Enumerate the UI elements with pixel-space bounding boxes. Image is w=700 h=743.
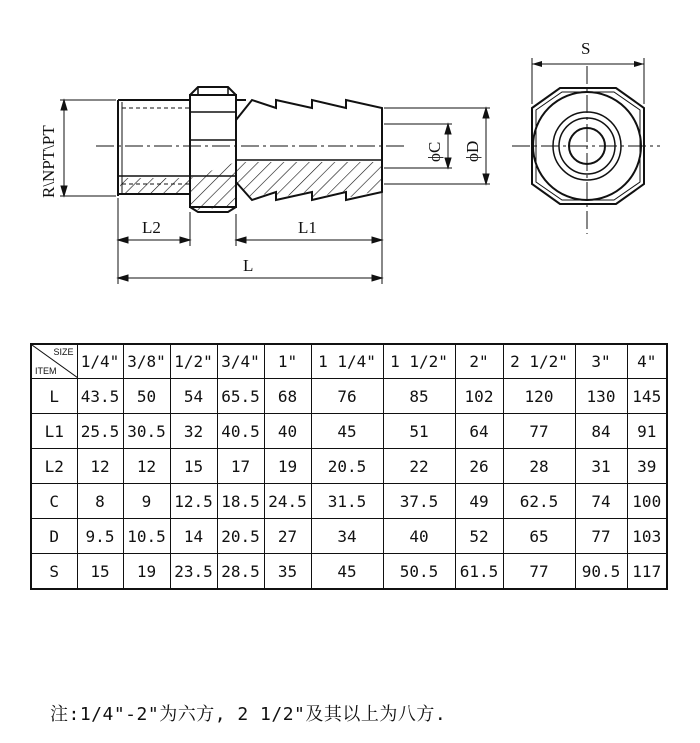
table-cell: 8 (77, 484, 123, 519)
table-cell: 50.5 (383, 554, 455, 590)
spec-table (30, 343, 668, 590)
table-cell: 18.5 (217, 484, 264, 519)
table-cell: 43.5 (77, 379, 123, 414)
table-cell: 15 (77, 554, 123, 590)
table-cell: 74 (575, 484, 627, 519)
table-cell: 61.5 (455, 554, 503, 590)
barbs-upper (236, 100, 382, 146)
table-cell: 64 (455, 414, 503, 449)
size-header-cell: 2 1/2" (503, 344, 575, 379)
size-header-cell: 1 1/2" (383, 344, 455, 379)
table-cell: 45 (311, 554, 383, 590)
table-cell: 85 (383, 379, 455, 414)
table-cell: 28.5 (217, 554, 264, 590)
dim-label-C: ϕC (425, 141, 444, 162)
table-cell: 39 (627, 449, 667, 484)
table-cell: 77 (575, 519, 627, 554)
table-cell: 12 (123, 449, 170, 484)
table-cell: 68 (264, 379, 311, 414)
table-cell: 32 (170, 414, 217, 449)
table-cell: 27 (264, 519, 311, 554)
table-cell: 26 (455, 449, 503, 484)
table-cell: 17 (217, 449, 264, 484)
table-cell: 130 (575, 379, 627, 414)
table-cell: 34 (311, 519, 383, 554)
size-header-cell: 4" (627, 344, 667, 379)
table-cell: 77 (503, 554, 575, 590)
size-header-cell: 1/2" (170, 344, 217, 379)
row-item-label: C (31, 484, 77, 519)
footnote: 注:1/4"-2"为六方, 2 1/2"及其以上为八方. (50, 704, 447, 725)
thread-section-outline (118, 87, 246, 100)
table-cell: 28 (503, 449, 575, 484)
table-cell: 31 (575, 449, 627, 484)
table-cell: 12.5 (170, 484, 217, 519)
table-cell: 10.5 (123, 519, 170, 554)
table-cell: 9.5 (77, 519, 123, 554)
size-header-cell: 1/4" (77, 344, 123, 379)
table-cell: 76 (311, 379, 383, 414)
size-header-cell: 3" (575, 344, 627, 379)
section-hatch (120, 162, 382, 210)
row-item-label: D (31, 519, 77, 554)
table-cell: 145 (627, 379, 667, 414)
row-item-label: S (31, 554, 77, 590)
table-cell: 30.5 (123, 414, 170, 449)
table-cell: 65.5 (217, 379, 264, 414)
table-row (31, 414, 667, 449)
thread-label: R\NPT\PT (39, 125, 58, 198)
table-corner-cell (31, 344, 77, 379)
table-cell: 103 (627, 519, 667, 554)
thread-dimension (60, 100, 116, 196)
table-cell: 52 (455, 519, 503, 554)
table-row (31, 379, 667, 414)
table-cell: 40.5 (217, 414, 264, 449)
table-cell: 102 (455, 379, 503, 414)
dim-label-L: L (243, 256, 254, 275)
table-cell: 24.5 (264, 484, 311, 519)
table-cell: 65 (503, 519, 575, 554)
table-header-row (31, 344, 667, 379)
table-cell: 19 (123, 554, 170, 590)
table-cell: 117 (627, 554, 667, 590)
table-row (31, 449, 667, 484)
table-cell: 31.5 (311, 484, 383, 519)
row-item-label: L (31, 379, 77, 414)
size-header-cell: 3/8" (123, 344, 170, 379)
table-cell: 49 (455, 484, 503, 519)
table-row (31, 484, 667, 519)
table-cell: 50 (123, 379, 170, 414)
table-cell: 14 (170, 519, 217, 554)
corner-item-label: ITEM (35, 366, 57, 376)
table-cell: 90.5 (575, 554, 627, 590)
row-item-label: L1 (31, 414, 77, 449)
table-cell: 120 (503, 379, 575, 414)
table-cell: 54 (170, 379, 217, 414)
table-cell: 84 (575, 414, 627, 449)
row-item-label: L2 (31, 449, 77, 484)
table-cell: 22 (383, 449, 455, 484)
fitting-drawing (0, 0, 700, 330)
dim-label-S: S (581, 39, 591, 58)
table-cell: 20.5 (311, 449, 383, 484)
table-cell: 77 (503, 414, 575, 449)
dim-label-D: ϕD (463, 140, 482, 162)
table-cell: 62.5 (503, 484, 575, 519)
table-cell: 12 (77, 449, 123, 484)
table-cell: 9 (123, 484, 170, 519)
table-cell: 40 (264, 414, 311, 449)
corner-size-label: SIZE (53, 347, 74, 357)
size-header-cell: 1 1/4" (311, 344, 383, 379)
table-cell: 100 (627, 484, 667, 519)
table-cell: 91 (627, 414, 667, 449)
table-cell: 20.5 (217, 519, 264, 554)
size-header-cell: 2" (455, 344, 503, 379)
size-header-cell: 1" (264, 344, 311, 379)
size-header-cell: 3/4" (217, 344, 264, 379)
table-row (31, 519, 667, 554)
table-cell: 45 (311, 414, 383, 449)
table-row (31, 554, 667, 590)
table-cell: 37.5 (383, 484, 455, 519)
table-cell: 35 (264, 554, 311, 590)
end-view (512, 58, 660, 234)
dim-label-L2: L2 (142, 218, 161, 237)
table-cell: 15 (170, 449, 217, 484)
table-cell: 19 (264, 449, 311, 484)
table-cell: 23.5 (170, 554, 217, 590)
table-cell: 40 (383, 519, 455, 554)
table-cell: 51 (383, 414, 455, 449)
dim-label-L1: L1 (298, 218, 317, 237)
table-cell: 25.5 (77, 414, 123, 449)
